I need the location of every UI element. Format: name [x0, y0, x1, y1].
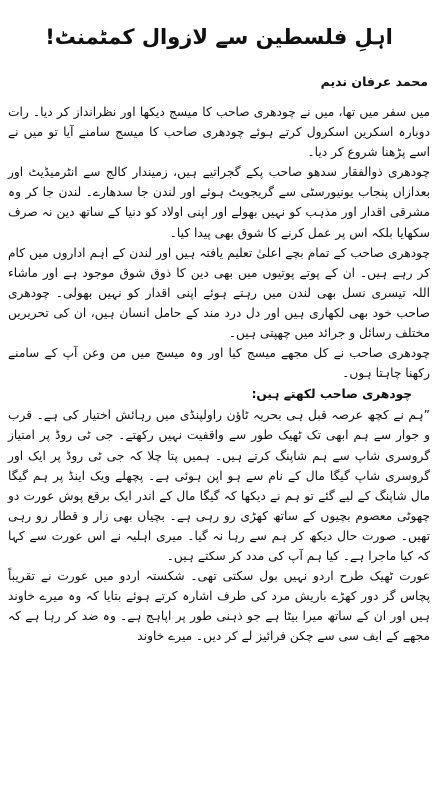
paragraph: چودھری صاحب نے کل مجھے میسج کیا اور وہ میسج میں من وعن آپ کے سامنے رکھنا چاہتا ہوں۔: [8, 346, 430, 381]
quoted-message: [8, 405, 430, 646]
paragraph: چودھری ذوالفقار سدھو صاحب پکے گجراتیے ہیں، زمیندار کالج سے انٹرمیڈیٹ اور بعدازاں پنجاب یونیورسٹی سے گریجویٹ ہوئے اور لندن جا سدھارے۔ لندن جا کر وہ مشرقی اقدار اور مذہب کو نہیں بھولے اور اپنی اولاد کو دنیا کے ساتھ دین نہ صرف سکھایا بلکہ اس پر عمل کرنے کا شوق بھی پیدا کیا۔: [8, 165, 430, 240]
quote-lead-in: چودھری صاحب لکھتے ہیں:: [251, 387, 412, 402]
author-name: محمد عرفان ندیم: [320, 74, 428, 89]
article-body: [8, 102, 430, 646]
paragraph: چودھری صاحب کے تمام بچے اعلیٰ تعلیم یافتہ ہیں اور لندن کے اہم اداروں میں کام کر رہے ہیں۔ ان کے پوتے پوتیوں میں بھی دین کا ذوق شوق موجود ہے اور ماشاء اللہ تیسری نسل بھی لندن میں رہتے ہوئے اپنی اقدار کو نہیں بھولی۔ چودھری صاحب خود بھی لکھاری ہیں اور دل درد مند کے حامل انسان ہیں، ان کی تحریریں مختلف رسائل و جرائد میں چھپتی ہیں۔: [8, 245, 430, 341]
quote-paragraph: ”ہم نے کچھ عرصہ قبل ہی بحریہ ٹاؤن راولپنڈی میں رہائش اختیار کی ہے۔ قرب و جوار سے ہم ابھی تک ٹھیک طور سے واقفیت نہیں رکھتے۔ جی ٹی روڈ پر امتیاز گروسری شاپ سے ہم شاپنگ کرتے ہیں۔ ہمیں پتا چلا کہ جی ٹی روڈ پر ایک اور گروسری شاپ گیگا مال کے نام سے ہو اپن ہوئی ہے۔ پچھلے ویک اینڈ پر ہم گیگا مال شاپنگ کے لیے گئے تو ہم نے دیکھا کہ گیگا مال کے اندر ایک برقع پوش عورت دو چھوٹی معصوم بچیوں کے ساتھ کھڑی رو رہی ہے۔ بچیاں بھی زار و قطار رو رہی تھیں۔ صورت حال دیکھ کر ہم سے رہا نہ گیا۔ میری اہلیہ نے اس عورت سے کہا کہ کیا ماجرا ہے۔ کیا ہم آپ کی مدد کر سکتے ہیں۔: [8, 408, 430, 563]
paragraph: میں سفر میں تھا، میں نے چودھری صاحب کا میسج دیکھا اور نظرانداز کر دیا۔ رات دوبارہ اسکرین اسکرول کرتے ہوئے چودھری صاحب کا میسج سامنے آیا تو میں نے اسے پڑھنا شروع کر دیا۔: [8, 105, 430, 160]
quote-paragraph: عورت ٹھیک طرح اردو نہیں بول سکتی تھی۔ شکستہ اردو میں عورت نے تقریباً پچاس گز دور کھڑے باریش مرد کی طرف اشارہ کرتے ہوئے بتایا کہ وہ میرے خاوند ہیں اور ان کے ساتھ میرا بیٹا ہے جو ذہنی طور پر اپاہج ہے۔ وہ ضد کر رہا ہے کہ مجھے کے ایف سی سے چکن فرائیز لے کر دیں۔ میرے خاوند: [8, 569, 430, 644]
article-title: اہلِ فلسطین سے لازوال کمٹمنٹ!: [45, 25, 393, 49]
